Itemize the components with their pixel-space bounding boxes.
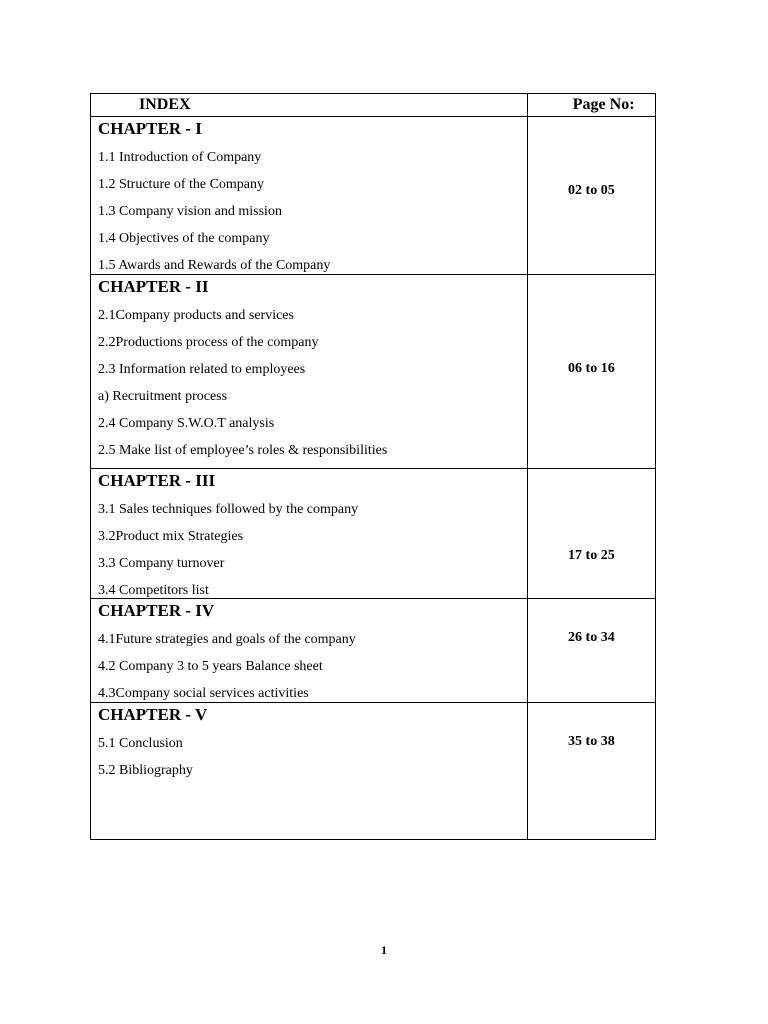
chapter-title: CHAPTER - IV — [98, 601, 215, 620]
list-item: 2.2Productions process of the company — [98, 335, 319, 350]
chapter-row-4 — [91, 599, 656, 703]
list-item: 2.3 Information related to employees — [98, 362, 306, 377]
page-range-text: 06 to 16 — [568, 361, 615, 376]
chapter-contents-5 — [91, 703, 528, 840]
list-item: 3.3 Company turnover — [98, 556, 225, 571]
list-item: 1.3 Company vision and mission — [98, 204, 282, 219]
chapter-contents-4 — [91, 599, 528, 703]
index-header-row — [91, 94, 656, 117]
list-item: 5.2 Bibliography — [98, 763, 193, 778]
page-range-3 — [527, 469, 655, 599]
list-item: 1.4 Objectives of the company — [98, 231, 270, 246]
list-item: 3.4 Competitors list — [98, 583, 209, 598]
list-item: 2.4 Company S.W.O.T analysis — [98, 416, 275, 431]
list-item: 5.1 Conclusion — [98, 736, 183, 751]
page-range-2 — [527, 275, 655, 469]
list-item: 4.1Future strategies and goals of the company — [98, 632, 356, 647]
chapter-row-5 — [91, 703, 656, 840]
list-item: 1.2 Structure of the Company — [98, 177, 265, 192]
page-range-text: 17 to 25 — [568, 548, 615, 563]
chapter-contents-2 — [91, 275, 528, 469]
chapter-row-2 — [91, 275, 656, 469]
page-range-text: 26 to 34 — [568, 630, 615, 645]
list-item: 2.5 Make list of employee’s roles & responsibilities — [98, 443, 388, 458]
page-range-text: 35 to 38 — [568, 734, 615, 749]
chapter-title: CHAPTER - I — [98, 119, 202, 138]
chapter-contents-3 — [91, 469, 528, 599]
list-item: 4.2 Company 3 to 5 years Balance sheet — [98, 659, 323, 674]
index-table — [90, 93, 656, 840]
chapter-contents-1 — [91, 117, 528, 275]
page-range-1 — [527, 117, 655, 275]
page-range-text: 02 to 05 — [568, 183, 615, 198]
list-item: 1.5 Awards and Rewards of the Company — [98, 258, 331, 273]
list-item: 2.1Company products and services — [98, 308, 294, 323]
list-item: 1.1 Introduction of Company — [98, 150, 262, 165]
page-no-heading: Page No: — [527, 94, 655, 117]
page-range-5 — [527, 703, 655, 840]
chapter-row-3 — [91, 469, 656, 599]
list-item: 3.1 Sales techniques followed by the company — [98, 502, 359, 517]
index-heading: INDEX — [91, 94, 528, 117]
chapter-title: CHAPTER - II — [98, 277, 209, 296]
page-number: 1 — [381, 943, 387, 957]
chapter-title: CHAPTER - III — [98, 471, 216, 490]
page-range-4 — [527, 599, 655, 703]
chapter-title: CHAPTER - V — [98, 705, 208, 724]
list-item: 3.2Product mix Strategies — [98, 529, 244, 544]
list-item: 4.3Company social services activities — [98, 686, 309, 701]
chapter-row-1 — [91, 117, 656, 275]
list-item: a) Recruitment process — [98, 389, 228, 404]
